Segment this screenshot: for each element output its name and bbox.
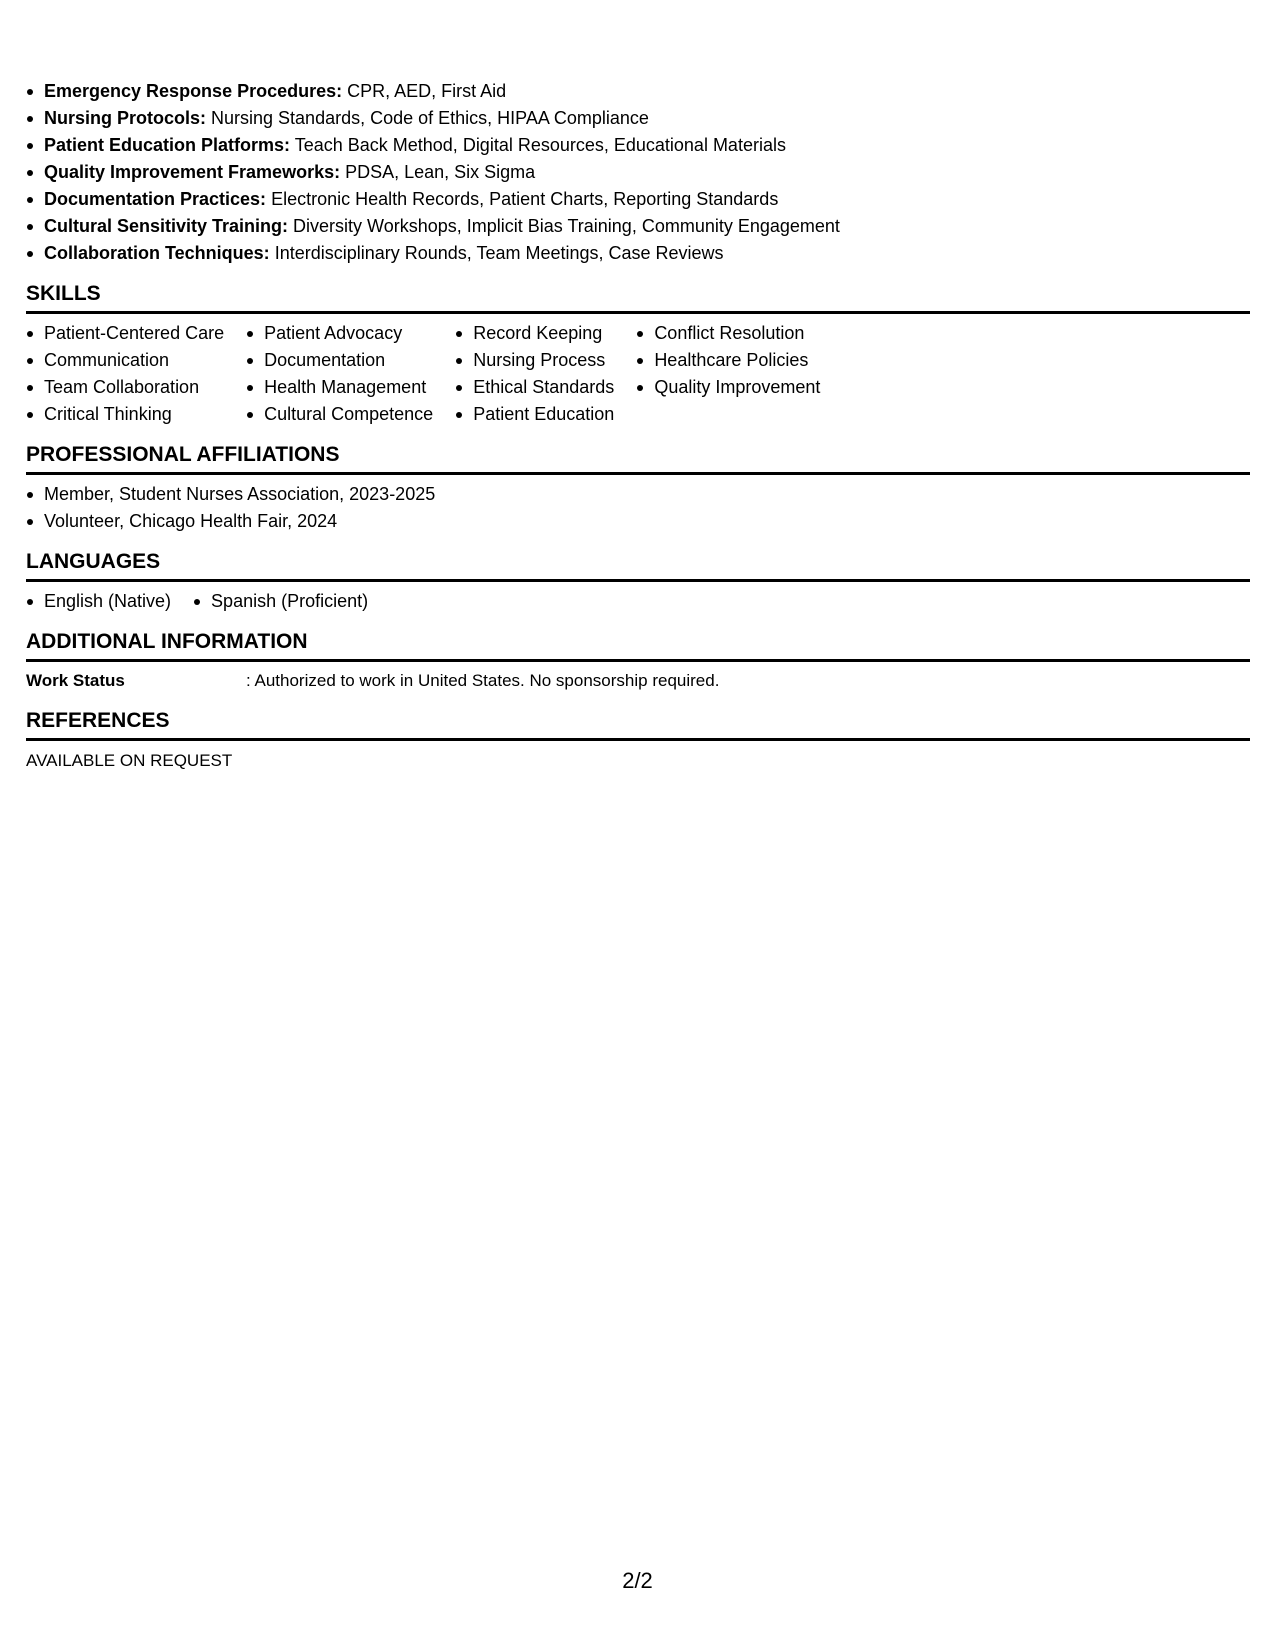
skill-item: Team Collaboration [26,374,224,401]
skill-item: Patient-Centered Care [26,320,224,347]
additional-info-heading: ADDITIONAL INFORMATION [26,627,1250,662]
affiliation-item: Volunteer, Chicago Health Fair, 2024 [26,508,1250,535]
list-item [26,105,1250,132]
list-item [26,78,1250,105]
page-number: 2/2 [622,1568,653,1593]
language-item: Spanish (Proficient) [193,588,368,615]
item-label: Documentation Practices: [44,189,267,209]
item-label: Collaboration Techniques: [44,243,270,263]
skill-item: Conflict Resolution [636,320,820,347]
affiliation-item: Member, Student Nurses Association, 2023-2025 [26,481,1250,508]
work-status-value: : Authorized to work in United States. No sponsorship required. [246,671,720,690]
skill-item: Record Keeping [455,320,614,347]
work-status-label: Work Status [26,671,125,690]
item-value: Interdisciplinary Rounds, Team Meetings, Case Reviews [269,243,724,263]
item-label: Quality Improvement Frameworks: [44,162,341,182]
technical-list [26,78,1250,267]
item-label: Patient Education Platforms: [44,135,291,155]
languages-heading: LANGUAGES [26,547,1250,582]
skills-column [636,320,820,428]
skill-item: Patient Education [455,401,614,428]
skill-item: Healthcare Policies [636,347,820,374]
skills-column [26,320,224,428]
skills-heading: SKILLS [26,279,1250,314]
item-label: Nursing Protocols: [44,108,207,128]
skill-item: Quality Improvement [636,374,820,401]
skill-item: Cultural Competence [246,401,433,428]
skill-item: Critical Thinking [26,401,224,428]
list-item [26,213,1250,240]
references-text: AVAILABLE ON REQUEST [26,751,233,770]
resume-content [26,78,1250,775]
skill-item: Health Management [246,374,433,401]
work-status-row [26,668,1250,694]
list-item [26,240,1250,267]
item-value: Nursing Standards, Code of Ethics, HIPAA Compliance [206,108,649,128]
list-item [26,186,1250,213]
skills-grid [26,320,1250,428]
affiliations-list [26,481,1250,535]
skill-item: Documentation [246,347,433,374]
item-value: CPR, AED, First Aid [342,81,507,101]
language-item: English (Native) [26,588,171,615]
skills-column [246,320,433,428]
item-value: Diversity Workshops, Implicit Bias Training, Community Engagement [288,216,840,236]
item-value: Electronic Health Records, Patient Charts, Reporting Standards [266,189,779,209]
skill-item: Nursing Process [455,347,614,374]
skill-item: Communication [26,347,224,374]
item-label: Emergency Response Procedures: [44,81,343,101]
languages-list [26,588,1250,615]
item-value: Teach Back Method, Digital Resources, Educational Materials [290,135,786,155]
affiliations-heading: PROFESSIONAL AFFILIATIONS [26,440,1250,475]
skills-column [455,320,614,428]
item-label: Cultural Sensitivity Training: [44,216,289,236]
skill-item: Patient Advocacy [246,320,433,347]
list-item [26,159,1250,186]
skill-item: Ethical Standards [455,374,614,401]
references-heading: REFERENCES [26,706,1250,741]
list-item [26,132,1250,159]
item-value: PDSA, Lean, Six Sigma [340,162,536,182]
